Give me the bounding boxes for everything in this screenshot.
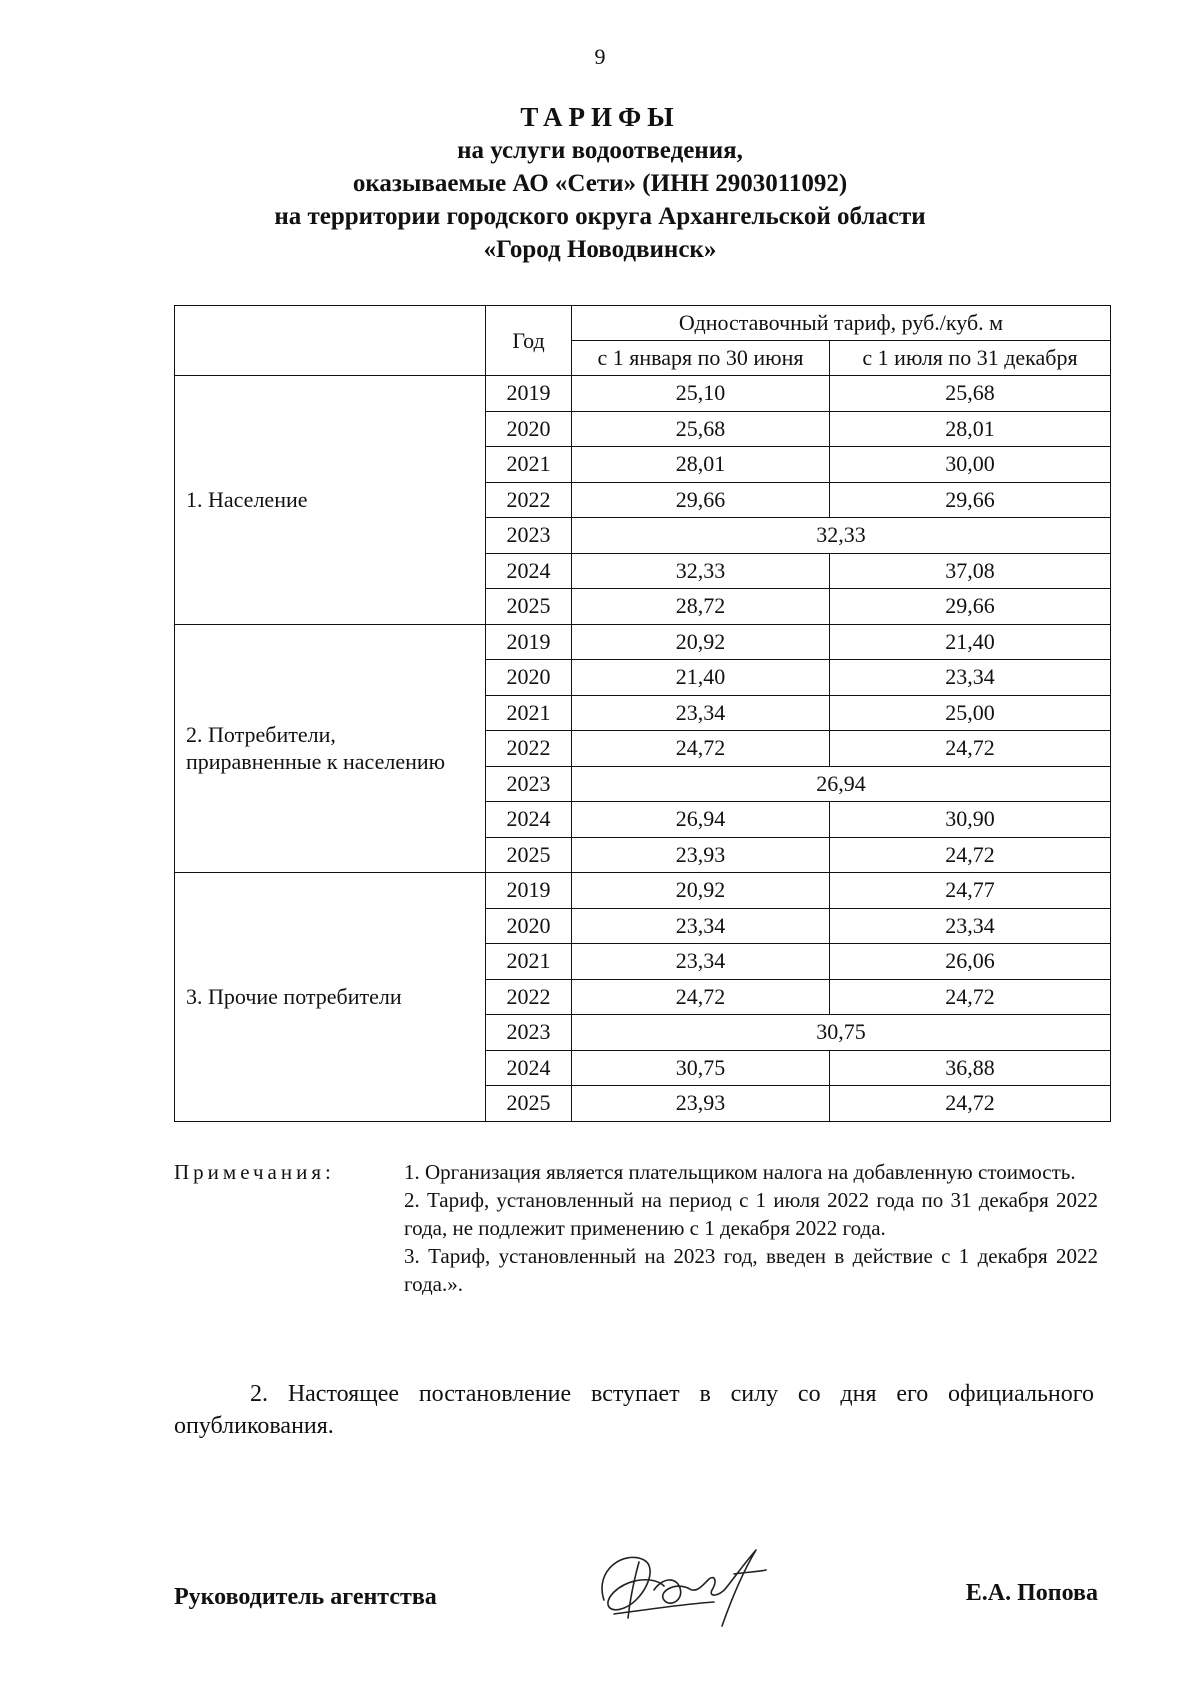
tariff-cell-h1: 23,34 (572, 908, 830, 944)
tariff-cell-full-year: 32,33 (572, 518, 1111, 554)
year-cell: 2025 (486, 837, 572, 873)
tariff-cell-h1: 23,93 (572, 837, 830, 873)
consumer-group-label: 3. Прочие потребители (175, 873, 486, 1122)
year-cell: 2023 (486, 1015, 572, 1051)
tariff-cell-h2: 28,01 (830, 411, 1111, 447)
note-item: 1. Организация является плательщиком налога на добавленную стоимость. (404, 1160, 1076, 1184)
tariff-cell-h1: 23,93 (572, 1086, 830, 1122)
tariff-cell-h2: 25,00 (830, 695, 1111, 731)
year-cell: 2024 (486, 553, 572, 589)
year-cell: 2022 (486, 482, 572, 518)
consumer-group-label-line: приравненные к населению (186, 749, 446, 775)
notes-label: Примечания: (174, 1160, 335, 1184)
signatory-name: Е.А. Попова (965, 1580, 1098, 1606)
tariff-cell-h1: 23,34 (572, 944, 830, 980)
header-tariff: Одноставочный тариф, руб./куб. м (572, 306, 1111, 341)
year-cell: 2023 (486, 518, 572, 554)
tariff-cell-h2: 30,00 (830, 447, 1111, 483)
header-empty-cell (175, 306, 486, 376)
year-cell: 2025 (486, 589, 572, 625)
table-header-row (175, 306, 1111, 341)
year-cell: 2022 (486, 731, 572, 767)
year-cell: 2019 (486, 873, 572, 909)
tariff-cell-h2: 37,08 (830, 553, 1111, 589)
tariff-cell-h1: 23,34 (572, 695, 830, 731)
tariff-cell-h1: 24,72 (572, 979, 830, 1015)
tariff-cell-h1: 29,66 (572, 482, 830, 518)
title-line-4: «Город Новодвинск» (483, 236, 717, 263)
tariff-cell-h1: 20,92 (572, 873, 830, 909)
tariff-cell-h1: 30,75 (572, 1050, 830, 1086)
tariff-cell-h2: 24,77 (830, 873, 1111, 909)
consumer-group-label: 1. Население (175, 376, 486, 625)
table-row (175, 624, 1111, 660)
tariffs-table (174, 305, 1111, 1122)
year-cell: 2024 (486, 802, 572, 838)
tariff-cell-h1: 25,10 (572, 376, 830, 412)
consumer-group-label-line: 2. Потребители, (186, 722, 336, 748)
tariff-cell-h2: 21,40 (830, 624, 1111, 660)
tariff-cell-h1: 25,68 (572, 411, 830, 447)
tariff-cell-h1: 24,72 (572, 731, 830, 767)
tariff-cell-h2: 29,66 (830, 589, 1111, 625)
year-cell: 2019 (486, 624, 572, 660)
signature-block (174, 1570, 1098, 1630)
tariff-cell-h1: 20,92 (572, 624, 830, 660)
note-item: 3. Тариф, установленный на 2023 год, введен в действие с 1 декабря 2022 года.». (404, 1244, 1098, 1296)
tariff-cell-full-year: 30,75 (572, 1015, 1111, 1051)
tariff-cell-h1: 32,33 (572, 553, 830, 589)
tariff-cell-h2: 23,34 (830, 908, 1111, 944)
year-cell: 2020 (486, 660, 572, 696)
header-period-1: с 1 января по 30 июня (572, 341, 830, 376)
notes-list (404, 1158, 1098, 1298)
year-cell: 2021 (486, 944, 572, 980)
header-period-2: с 1 июля по 31 декабря (830, 341, 1111, 376)
consumer-group-label (175, 624, 486, 873)
year-cell: 2020 (486, 908, 572, 944)
tariff-cell-h2: 24,72 (830, 731, 1111, 767)
decree-paragraph: 2. Настоящее постановление вступает в силу со дня его официального опубликования. (174, 1381, 1094, 1439)
tariff-cell-h2: 24,72 (830, 837, 1111, 873)
tariff-cell-h2: 36,88 (830, 1050, 1111, 1086)
year-cell: 2019 (486, 376, 572, 412)
title-line-3: на территории городского округа Архангельской области (274, 203, 926, 230)
tariff-cell-h2: 29,66 (830, 482, 1111, 518)
table-row (175, 376, 1111, 412)
tariff-cell-h1: 28,01 (572, 447, 830, 483)
tariff-cell-h1: 26,94 (572, 802, 830, 838)
handwritten-signature-icon (584, 1530, 774, 1640)
signatory-title: Руководитель агентства (174, 1584, 437, 1610)
tariff-cell-h1: 21,40 (572, 660, 830, 696)
year-cell: 2021 (486, 695, 572, 731)
year-cell: 2023 (486, 766, 572, 802)
tariff-cell-h2: 25,68 (830, 376, 1111, 412)
tariff-cell-h2: 30,90 (830, 802, 1111, 838)
year-cell: 2025 (486, 1086, 572, 1122)
tariff-cell-h2: 24,72 (830, 1086, 1111, 1122)
year-cell: 2021 (486, 447, 572, 483)
tariff-cell-h2: 26,06 (830, 944, 1111, 980)
tariff-cell-h2: 23,34 (830, 660, 1111, 696)
title-line-2: оказываемые АО «Сети» (ИНН 2903011092) (352, 170, 848, 197)
tariff-cell-h1: 28,72 (572, 589, 830, 625)
tariff-cell-full-year: 26,94 (572, 766, 1111, 802)
tariff-cell-h2: 24,72 (830, 979, 1111, 1015)
year-cell: 2020 (486, 411, 572, 447)
page-number: 9 (594, 44, 606, 69)
title-main: ТАРИФЫ (520, 102, 680, 132)
year-cell: 2022 (486, 979, 572, 1015)
header-year: Год (486, 306, 572, 376)
year-cell: 2024 (486, 1050, 572, 1086)
title-line-1: на услуги водоотведения, (457, 137, 743, 164)
document-title (0, 100, 1200, 266)
table-row (175, 873, 1111, 909)
note-item: 2. Тариф, установленный на период с 1 июля 2022 года по 31 декабря 2022 года, не подлежит применению с 1 декабря 2022 года. (404, 1188, 1098, 1240)
table-body (175, 376, 1111, 1122)
